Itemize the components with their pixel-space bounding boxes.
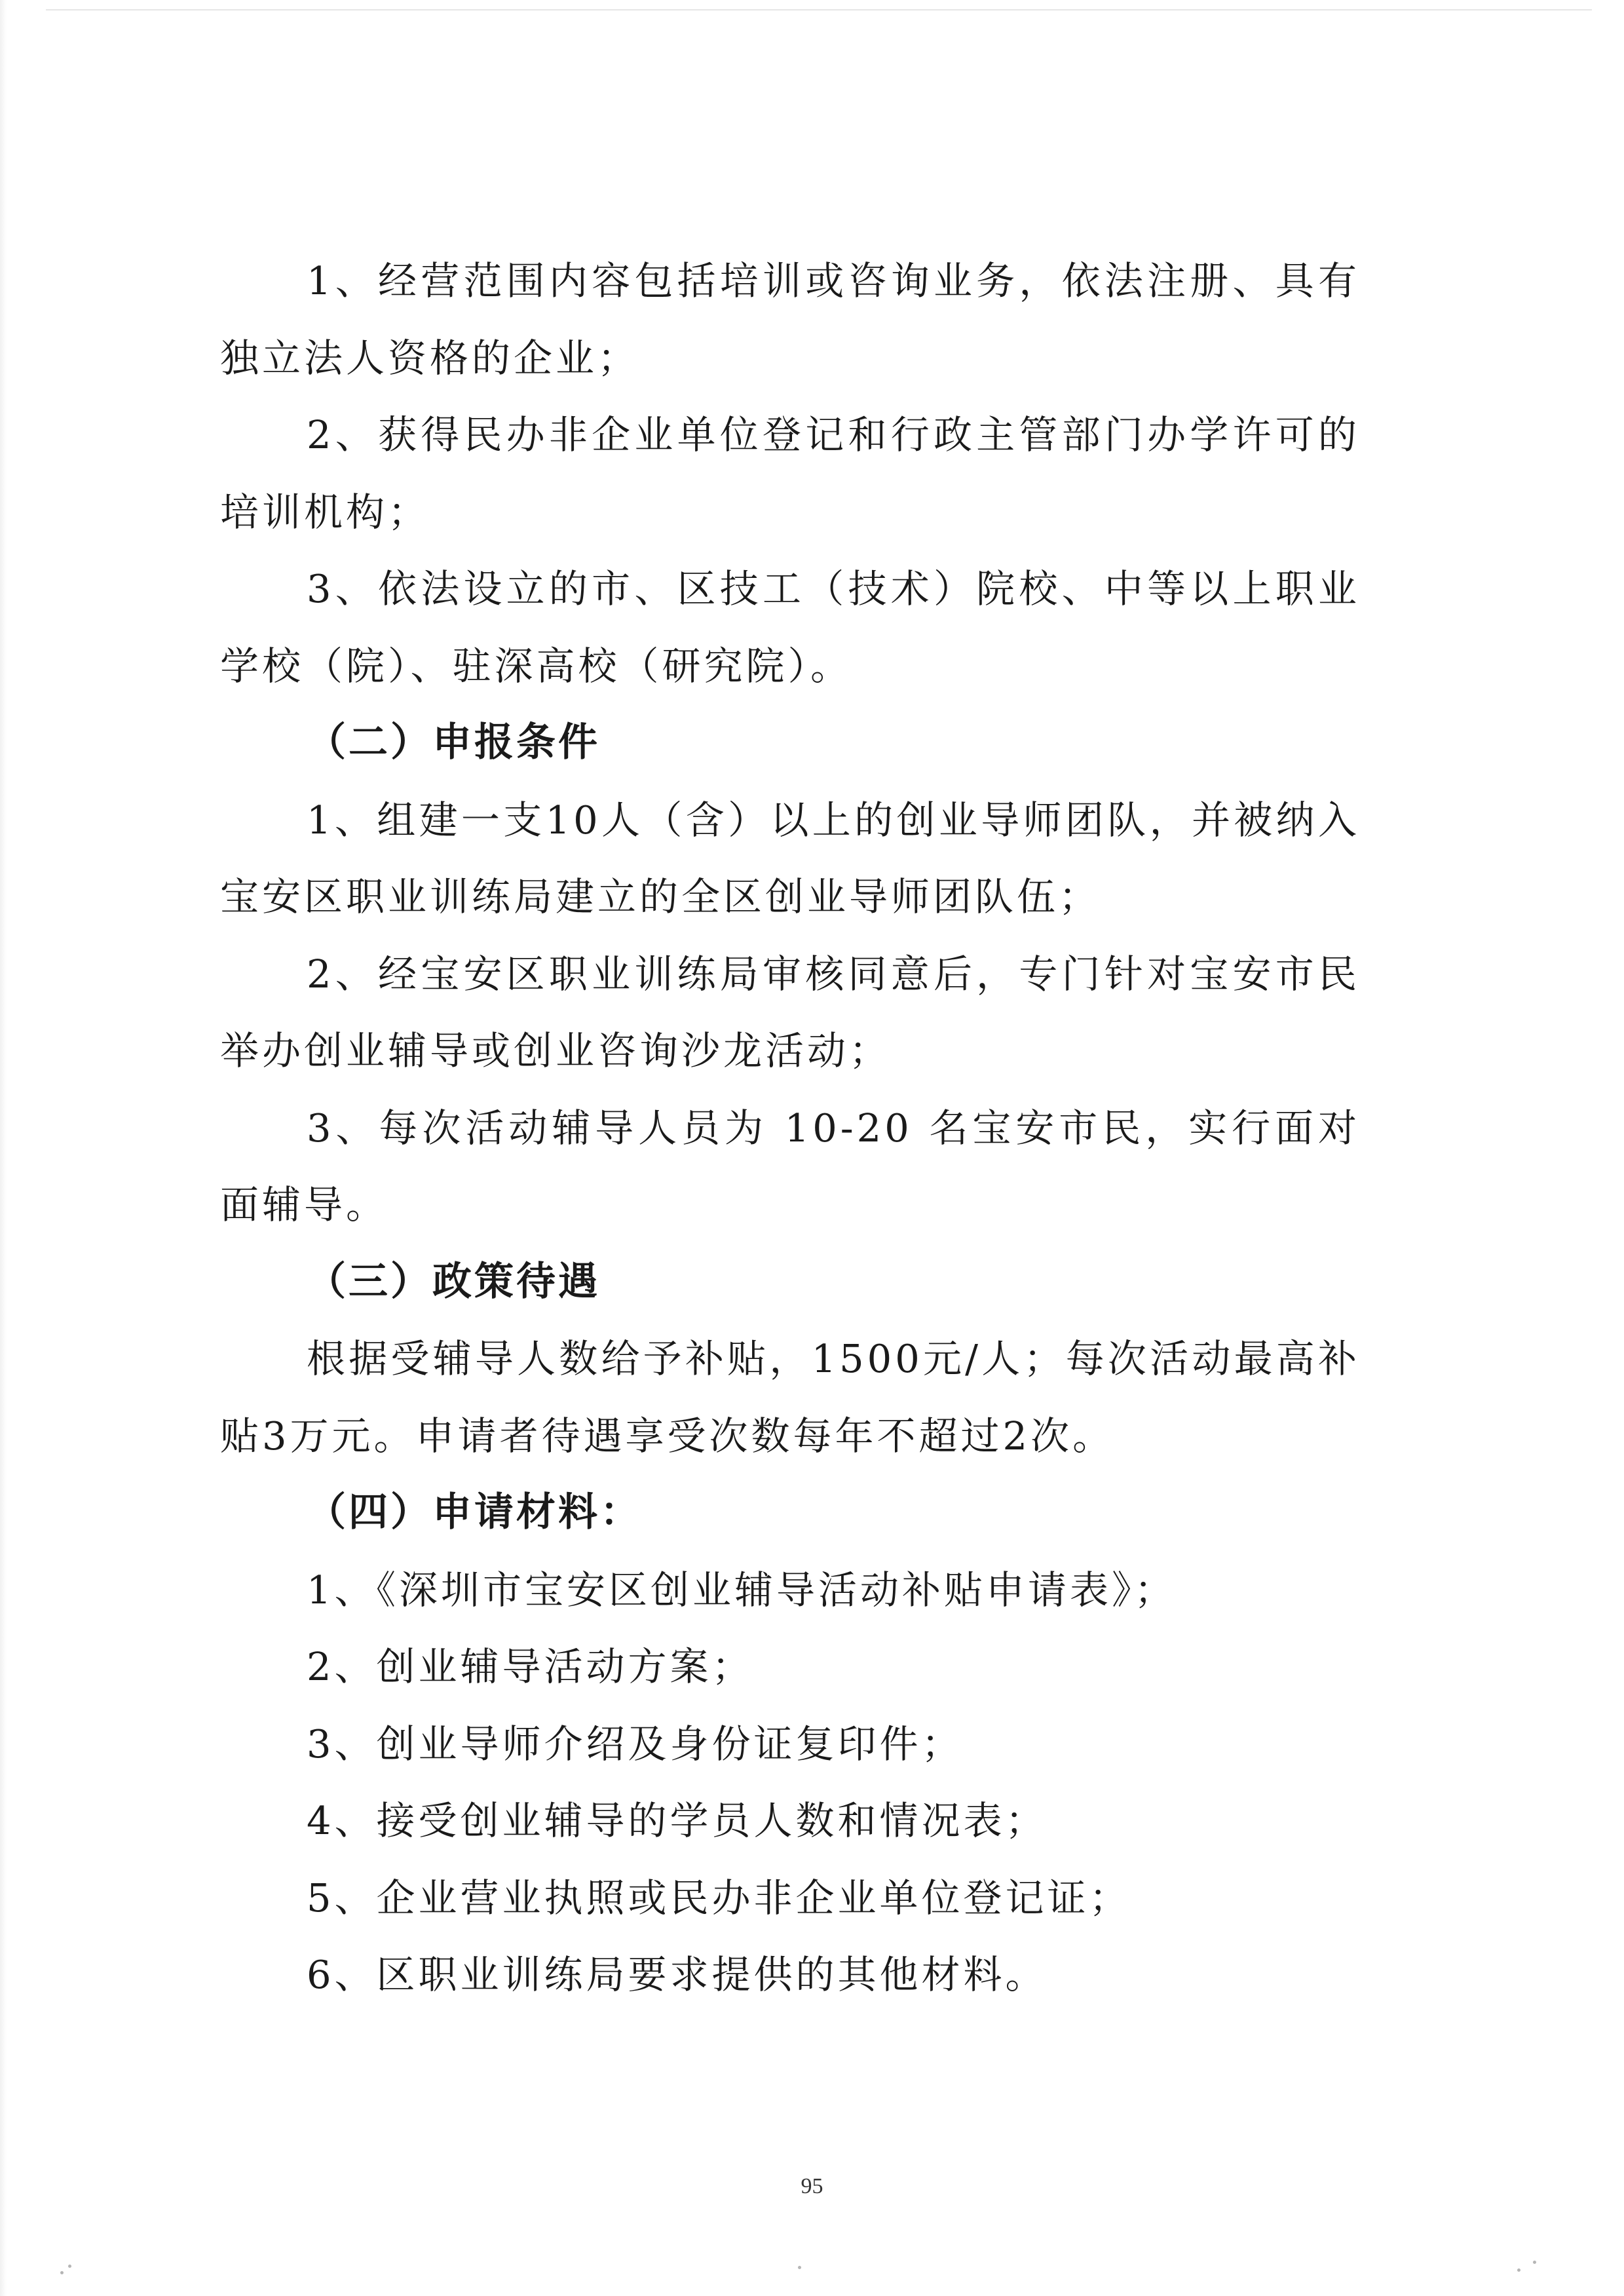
section-heading-application-materials: （四）申请材料： — [307, 1489, 642, 1535]
paragraph-condition-2: 2、经宝安区职业训练局审核同意后，专门针对宝安市民举办创业辅导或创业咨询沙龙活动； — [220, 951, 1360, 1073]
section-heading-application-conditions: （二）申报条件 — [307, 719, 600, 765]
paragraph-material-1: 1、《深圳市宝安区创业辅导活动补贴申请表》； — [307, 1567, 1177, 1613]
document-body — [220, 242, 1360, 2014]
paragraph-material-6: 6、区职业训练局要求提供的其他材料。 — [307, 1952, 1048, 1997]
scan-top-edge — [46, 9, 1592, 10]
scan-speck — [798, 2266, 801, 2269]
paragraph-material-4: 4、接受创业辅导的学员人数和情况表； — [307, 1798, 1048, 1843]
scan-edge-shadow — [0, 0, 7, 2296]
paragraph-eligibility-1: 1、经营范围内容包括培训或咨询业务，依法注册、具有独立法人资格的企业； — [220, 258, 1360, 381]
paragraph-condition-3: 3、每次活动辅导人员为 10-20 名宝安市民，实行面对面辅导。 — [220, 1105, 1360, 1227]
paragraph-material-3: 3、创业导师介绍及身份证复印件； — [307, 1721, 964, 1767]
scan-speck — [1517, 2268, 1520, 2272]
paragraph-benefits: 根据受辅导人数给予补贴，1500元/人；每次活动最高补贴3万元。申请者待遇享受次数每年不超过2次。 — [220, 1336, 1360, 1459]
paragraph-eligibility-2: 2、获得民办非企业单位登记和行政主管部门办学许可的培训机构； — [220, 412, 1360, 535]
scan-speck — [1533, 2261, 1536, 2264]
page-number: 95 — [801, 2174, 823, 2198]
paragraph-condition-1: 1、组建一支10人（含）以上的创业导师团队，并被纳入宝安区职业训练局建立的全区创业导师团队伍； — [220, 797, 1360, 919]
paragraph-eligibility-3: 3、依法设立的市、区技工（技术）院校、中等以上职业学校（院）、驻深高校（研究院）。 — [220, 566, 1360, 689]
scan-speck — [68, 2265, 71, 2268]
section-heading-policy-benefits: （三）政策待遇 — [307, 1258, 600, 1305]
paragraph-material-5: 5、企业营业执照或民办非企业单位登记证； — [307, 1875, 1131, 1921]
scan-speck — [60, 2271, 64, 2274]
paragraph-material-2: 2、创业辅导活动方案； — [307, 1644, 754, 1689]
